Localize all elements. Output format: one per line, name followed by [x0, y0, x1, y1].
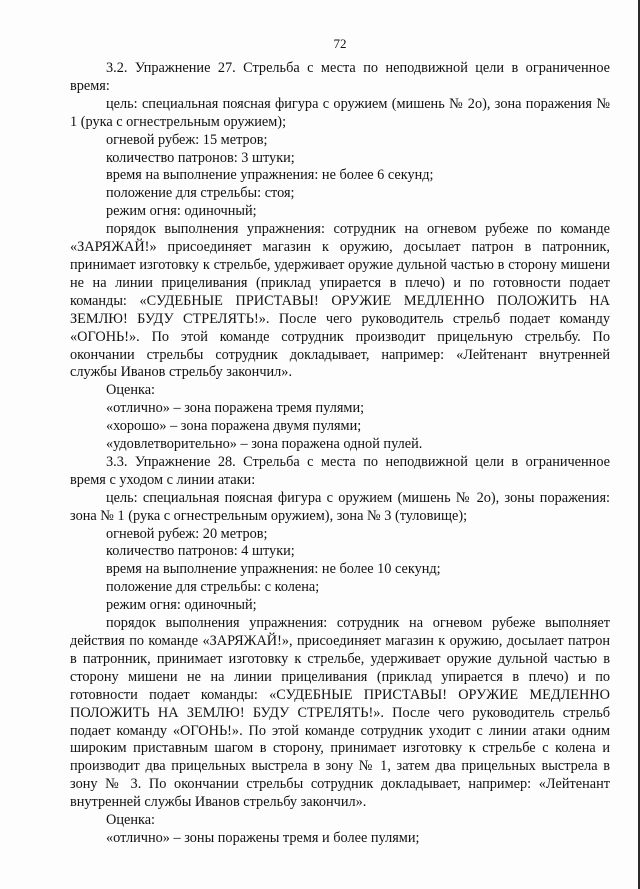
paragraph: режим огня: одиночный;	[106, 203, 257, 220]
page-number: 72	[333, 36, 347, 51]
paragraph: положение для стрельбы: с колена;	[106, 579, 320, 596]
paragraph: Оценка:	[106, 382, 156, 399]
paragraph: «удовлетворительно» – зона поражена одной пулей.	[106, 436, 423, 453]
paragraph: Оценка:	[106, 812, 156, 829]
paragraph: режим огня: одиночный;	[106, 597, 257, 614]
paragraph: количество патронов: 4 штуки;	[106, 543, 295, 560]
paragraph: время на выполнение упражнения: не более 6 секунд;	[106, 167, 434, 184]
paragraph: цель: специальная поясная фигура с оружием (мишень № 2о), зоны поражения: зона № 1 (рука с огнестрельным оружием), зона № 3 (туловище);	[70, 489, 610, 524]
paragraph: «отлично» – зона поражена тремя пулями;	[106, 400, 365, 417]
paragraph: 3.2. Упражнение 27. Стрельба с места по неподвижной цели в ограниченное время:	[70, 60, 610, 94]
paragraph: огневой рубеж: 20 метров;	[106, 525, 268, 542]
paragraph: цель: специальная поясная фигура с оружием (мишень № 2о), зона поражения № 1 (рука с огнестрельным оружием);	[70, 95, 610, 130]
paragraph: порядок выполнения упражнения: сотрудник на огневом рубеже по команде «ЗАРЯЖАЙ!» присоединяет магазин к оружию, досылает патрон в патронник, принимает изготовку к стрельбе, удерживает оружие дульной частью в сторону мишени не на линии прицеливания (приклад упирается в плечо) и по готовности подает команды: «СУДЕБНЫЕ ПРИСТАВЫ! ОРУЖИЕ МЕДЛЕННО ПОЛОЖИТЬ НА ЗЕМЛЮ! БУДУ СТРЕЛЯТЬ!». После чего руководитель стрельб подает команду «ОГОНЬ!». По этой команде сотрудник производит прицельную стрельбу. По окончании стрельбы сотрудник докладывает, например: «Лейтенант внутренней службы Иванов стрельбу закончил».	[70, 221, 610, 381]
document-body	[70, 60, 610, 848]
paragraph: время на выполнение упражнения: не более 10 секунд;	[106, 561, 441, 578]
paragraph: 3.3. Упражнение 28. Стрельба с места по неподвижной цели в ограниченное время с уходом с линии атаки:	[70, 453, 610, 488]
paragraph: порядок выполнения упражнения: сотрудник на огневом рубеже выполняет действия по команде «ЗАРЯЖАЙ!», присоединяет магазин к оружию, досылает патрон в патронник, принимает изготовку к стрельбе, удерживает оружие дульной частью в сторону мишени не на линии прицеливания (приклад упирается в плечо) и по готовности подает команды: «СУДЕБНЫЕ ПРИСТАВЫ! ОРУЖИЕ МЕДЛЕННО ПОЛОЖИТЬ НА ЗЕМЛЮ! БУДУ СТРЕЛЯТЬ!». После чего руководитель стрельб подает команду «ОГОНЬ!». По этой команде сотрудник уходит с линии атаки одним широким приставным шагом в сторону, принимает изготовку к стрельбе с колена и производит два прицельных выстрела в зону № 1, затем два прицельных выстрела в зону № 3. По окончании стрельбы сотрудник докладывает, например: «Лейтенант внутренней службы Иванов стрельбу закончил».	[70, 615, 610, 811]
paragraph: «хорошо» – зона поражена двумя пулями;	[106, 418, 362, 435]
paragraph: огневой рубеж: 15 метров;	[106, 131, 268, 148]
paragraph: «отлично» – зоны поражены тремя и более пулями;	[106, 829, 420, 846]
paragraph: положение для стрельбы: стоя;	[106, 185, 295, 202]
paragraph: количество патронов: 3 штуки;	[106, 149, 295, 166]
